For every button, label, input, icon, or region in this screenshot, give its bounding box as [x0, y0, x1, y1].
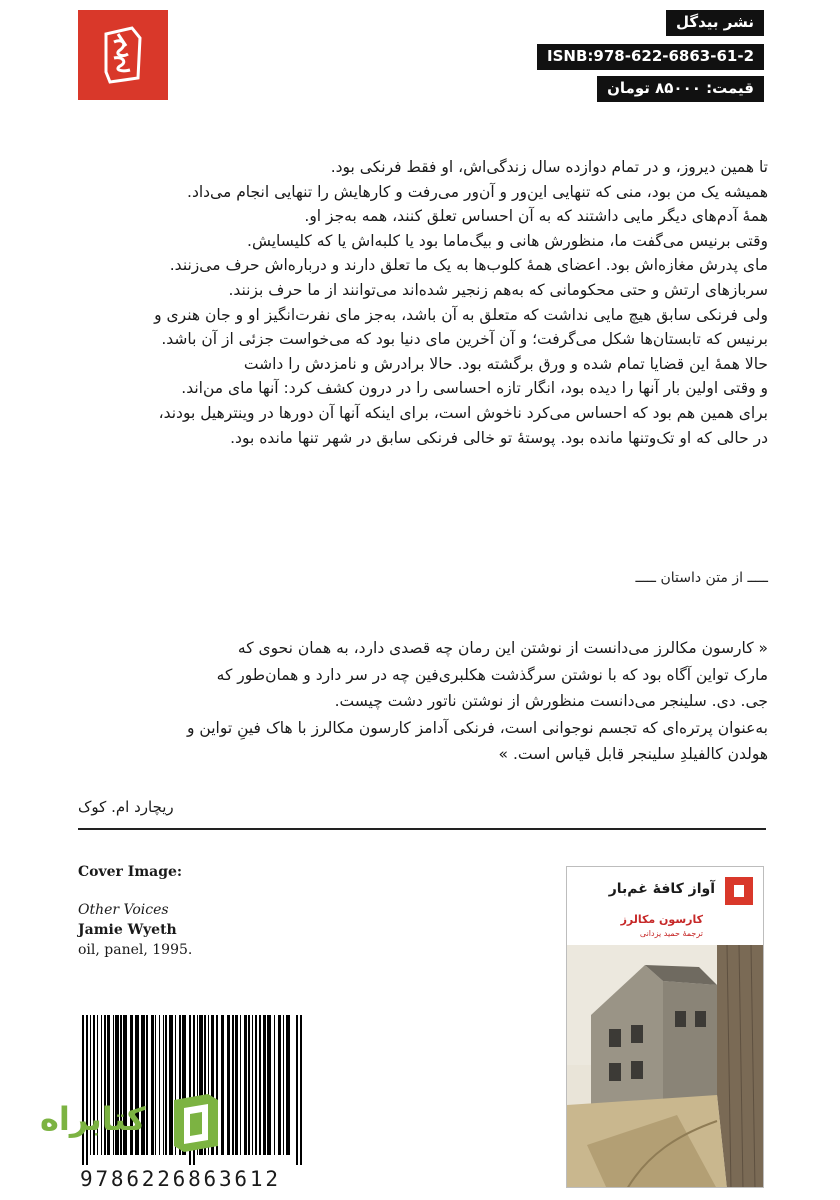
barcode-bar — [283, 1015, 284, 1155]
excerpt-line: همهٔ آدم‌های دیگر مایی داشتند که به آن احساس تعلق کنند، همه به‌جز او. — [304, 207, 768, 226]
publisher-logo — [78, 10, 168, 100]
artwork-medium: oil, panel, 1995. — [78, 942, 193, 958]
barcode-bar — [300, 1015, 302, 1165]
excerpt-line: همیشه یک من بود، منی که تنهایی این‌ور و آن‌ور می‌رفت و کارهایش را تنهایی انجام می‌داد. — [187, 182, 768, 201]
barcode-bar — [227, 1015, 230, 1155]
cover-translator: ترجمهٔ حمید یزدانی — [639, 929, 703, 938]
cover-title: آواز کافهٔ غم‌بار — [608, 881, 715, 897]
excerpt-line: در حالی که او تک‌وتنها مانده بود. پوستهٔ تو خالی فرنکی سابق در شهر تنها مانده بود. — [230, 428, 768, 447]
isbn-label: ISNB:978-622-6863-61-2 — [537, 44, 764, 70]
artwork-artist: Jamie Wyeth — [78, 922, 177, 938]
publisher-logo-icon — [92, 24, 154, 86]
ketabrah-logo-icon — [168, 1090, 224, 1154]
review-line: هولدن کالفیلدِ سلینجر قابل قیاس است. » — [498, 745, 768, 763]
barcode-bar — [278, 1015, 281, 1155]
barcode-digits: 9786226863612 — [80, 1167, 281, 1191]
review-line: مارک تواین آگاه بود که با نوشتن سرگذشت هکلبری‌فین چه در سر دارد و همان‌طور که — [216, 665, 768, 684]
review-quote — [78, 635, 768, 768]
barcode-bar — [252, 1015, 253, 1155]
credits-heading: Cover Image: — [78, 864, 183, 880]
barcode-bar — [232, 1015, 234, 1155]
watermark-text: کتابراه — [40, 1100, 146, 1138]
excerpt-line: برنیس که تابستان‌ها شکل می‌گرفت؛ و آن آخرین مای دنیا بود که می‌خواست جزئی از آن باشد. — [161, 330, 768, 349]
barcode-bar — [286, 1015, 290, 1155]
barcode-bar — [255, 1015, 257, 1155]
excerpt-line: وقتی برنیس می‌گفت ما، منظورش هانی و بیگ‌ماما بود یا کلبه‌اش یا که کلیسایش. — [247, 231, 768, 250]
barcode-bar — [263, 1015, 266, 1155]
barcode-bar — [244, 1015, 247, 1155]
excerpt-line: تا همین دیروز، و در تمام دوازده سال زندگی‌اش، او فقط فرنکی بود. — [330, 158, 768, 176]
barcode-bar — [259, 1015, 261, 1155]
excerpt-block — [78, 155, 768, 450]
cover-image-credits — [78, 862, 318, 960]
excerpt-line: برای همین هم بود که احساس می‌کرد ناخوش است، برای اینکه آنها آن دورها در وینترهیل بودند، — [158, 403, 768, 422]
review-line: « کارسون مکالرز می‌دانست از نوشتن این رمان چه قصدی دارد، به همان نحوی که — [237, 639, 768, 657]
barcode-bar — [248, 1015, 250, 1155]
excerpt-line: مای پدرش مغازه‌اش بود. اعضای همهٔ کلوب‌ها به یک ما تعلق دارند و درباره‌اش حرف می‌زنند. — [169, 256, 768, 275]
excerpt-line: و وقتی اولین بار آنها را دیده بود، انگار تازه احساسی را در درون کشف کرد: آنها مای من‌اند. — [181, 379, 768, 398]
divider — [78, 828, 766, 830]
excerpt-line: حالا همهٔ این قضایا تمام شده و ورق برگشته بود. حالا برادرش و نامزدش را داشت — [243, 354, 768, 373]
book-cover-thumbnail — [566, 866, 764, 1188]
barcode-bar — [235, 1015, 238, 1155]
ketabrah-watermark — [40, 1090, 220, 1160]
cover-painting — [567, 945, 764, 1188]
barcode-bar — [267, 1015, 271, 1155]
barcode-bar — [240, 1015, 241, 1155]
review-author: ریچارد ام. کوک — [78, 798, 174, 816]
cover-publisher-badge — [725, 877, 753, 905]
excerpt-line: سربازهای ارتش و حتی محکومانی که به‌هم زنجیر شده‌اند می‌توانند از ما حرف بزنند. — [228, 280, 768, 299]
excerpt-source: ـــــ از متن داستان ـــــ — [635, 570, 768, 586]
publisher-label: نشر بیدگل — [666, 10, 764, 36]
barcode-bar — [274, 1015, 275, 1155]
excerpt-line: ولی فرنکی سابق هیچ مایی نداشت که متعلق به آن باشد، به‌جز مای نفرت‌انگیز او و جان هنری و — [154, 305, 768, 324]
cover-author: کارسون مکالرز — [620, 913, 703, 926]
barcode-bar — [296, 1015, 298, 1165]
artwork-title: Other Voices — [78, 902, 169, 918]
price-label: قیمت: ۸۵۰۰۰ تومان — [597, 76, 764, 102]
review-line: به‌عنوان پرتره‌ای که تجسم نوجوانی است، فرنکی آدامز کارسون مکالرز با هاک فینِ تواین و — [187, 718, 768, 737]
review-line: جی. دی. سلینجر می‌دانست منظورش از نوشتن ناتور دشت چیست. — [334, 692, 768, 710]
